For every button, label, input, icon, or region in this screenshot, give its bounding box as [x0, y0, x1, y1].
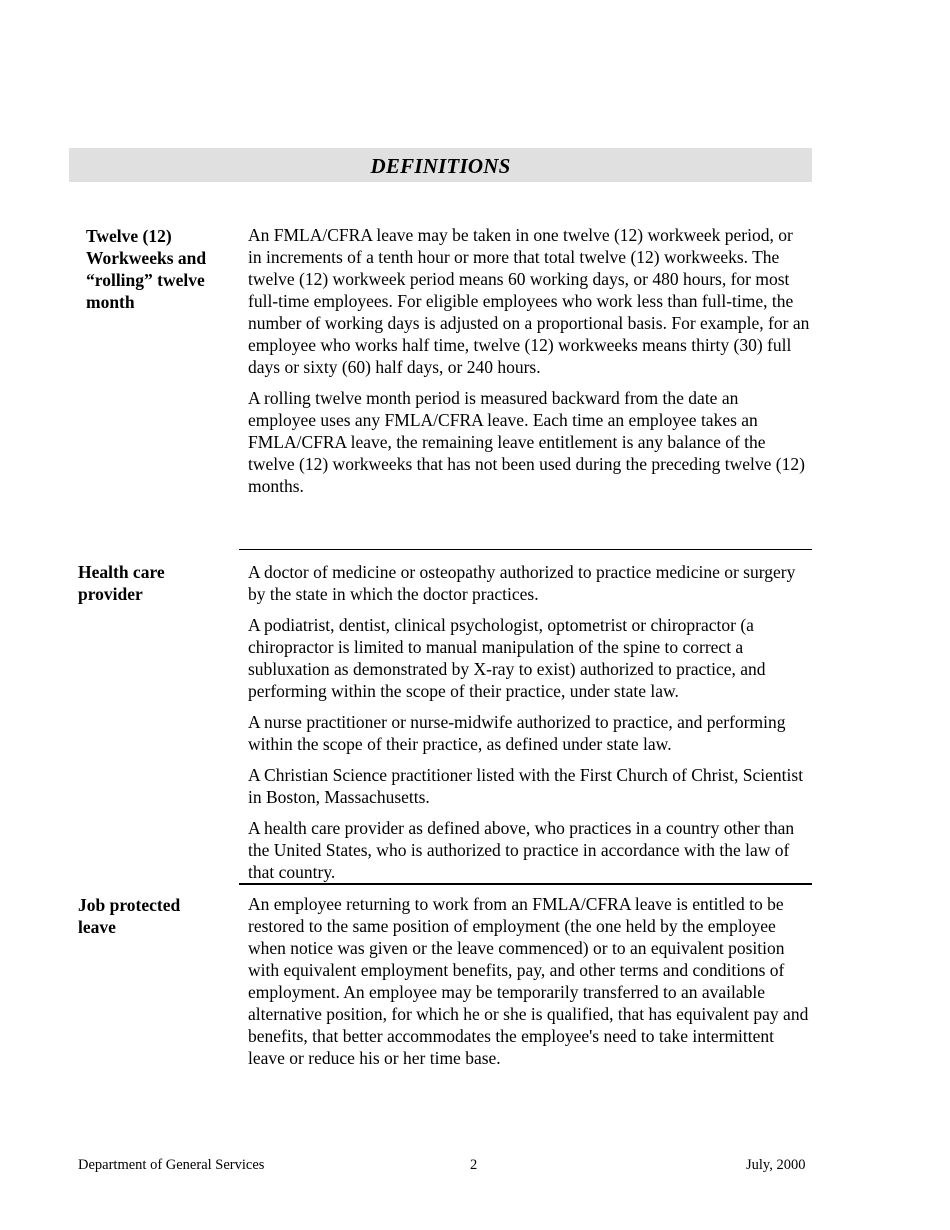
definition-twelve-workweeks [248, 224, 810, 506]
definition-health-care-provider [248, 561, 810, 892]
footer-date: July, 2000 [746, 1157, 806, 1173]
term-twelve-workweeks: Twelve (12) Workweeks and “rolling” twelve month [86, 226, 207, 312]
term-health-care-provider: Health care provider [78, 562, 165, 604]
definition-paragraph: A rolling twelve month period is measured backward from the date an employee uses any FMLA/CFRA leave. Each time an employee takes an FMLA/CFRA leave, the remaining leave entitlement is any balance of the twelve (12) workweeks that has not been used during the preceding twelve (12) months. [248, 388, 805, 496]
footer-page-number: 2 [470, 1157, 478, 1173]
definition-paragraph: A nurse practitioner or nurse-midwife authorized to practice, and performing within the scope of their practice, as defined under state law. [248, 712, 786, 754]
definition-paragraph: A health care provider as defined above, who practices in a country other than the United States, who is authorized to practice in accordance with the law of that country. [248, 818, 795, 882]
definition-paragraph: An employee returning to work from an FMLA/CFRA leave is entitled to be restored to the same position of employment (the one held by the employee when notice was given or the leave commenced) or to an equivalent position with equivalent employment benefits, pay, and other terms and conditions of employment. An employee may be temporarily transferred to an available alternative position, for which he or she is qualified, that has equivalent pay and benefits, that better accommodates the employee's need to take intermittent leave or reduce his or her time base. [248, 894, 809, 1068]
definition-paragraph: A podiatrist, dentist, clinical psychologist, optometrist or chiropractor (a chiropractor is limited to manual manipulation of the spine to correct a subluxation as demonstrated by X-ray to exist) authorized to practice, and performing within the scope of their practice, under state law. [248, 615, 766, 701]
term-job-protected-leave: Job protected leave [78, 895, 181, 937]
definition-paragraph: An FMLA/CFRA leave may be taken in one twelve (12) workweek period, or in increments of a tenth hour or more that total twelve (12) workweeks. The twelve (12) workweek period means 60 working days, or 480 hours, for most full-time employees. For eligible employees who work less than full-time, the number of working days is adjusted on a proportional basis. For example, for an employee who works half time, twelve (12) workweeks means thirty (30) full days or sixty (60) half days, or 240 hours. [248, 225, 810, 377]
section-divider [239, 549, 812, 550]
definition-paragraph: A Christian Science practitioner listed with the First Church of Christ, Scientist in Boston, Massachusetts. [248, 765, 804, 807]
section-divider [239, 883, 812, 885]
page-title: DEFINITIONS [370, 154, 511, 178]
definitions-header-bar [69, 148, 812, 182]
definition-paragraph: A doctor of medicine or osteopathy authorized to practice medicine or surgery by the state in which the doctor practices. [248, 562, 796, 604]
footer-department: Department of General Services [78, 1157, 265, 1173]
definition-job-protected-leave [248, 893, 810, 1078]
